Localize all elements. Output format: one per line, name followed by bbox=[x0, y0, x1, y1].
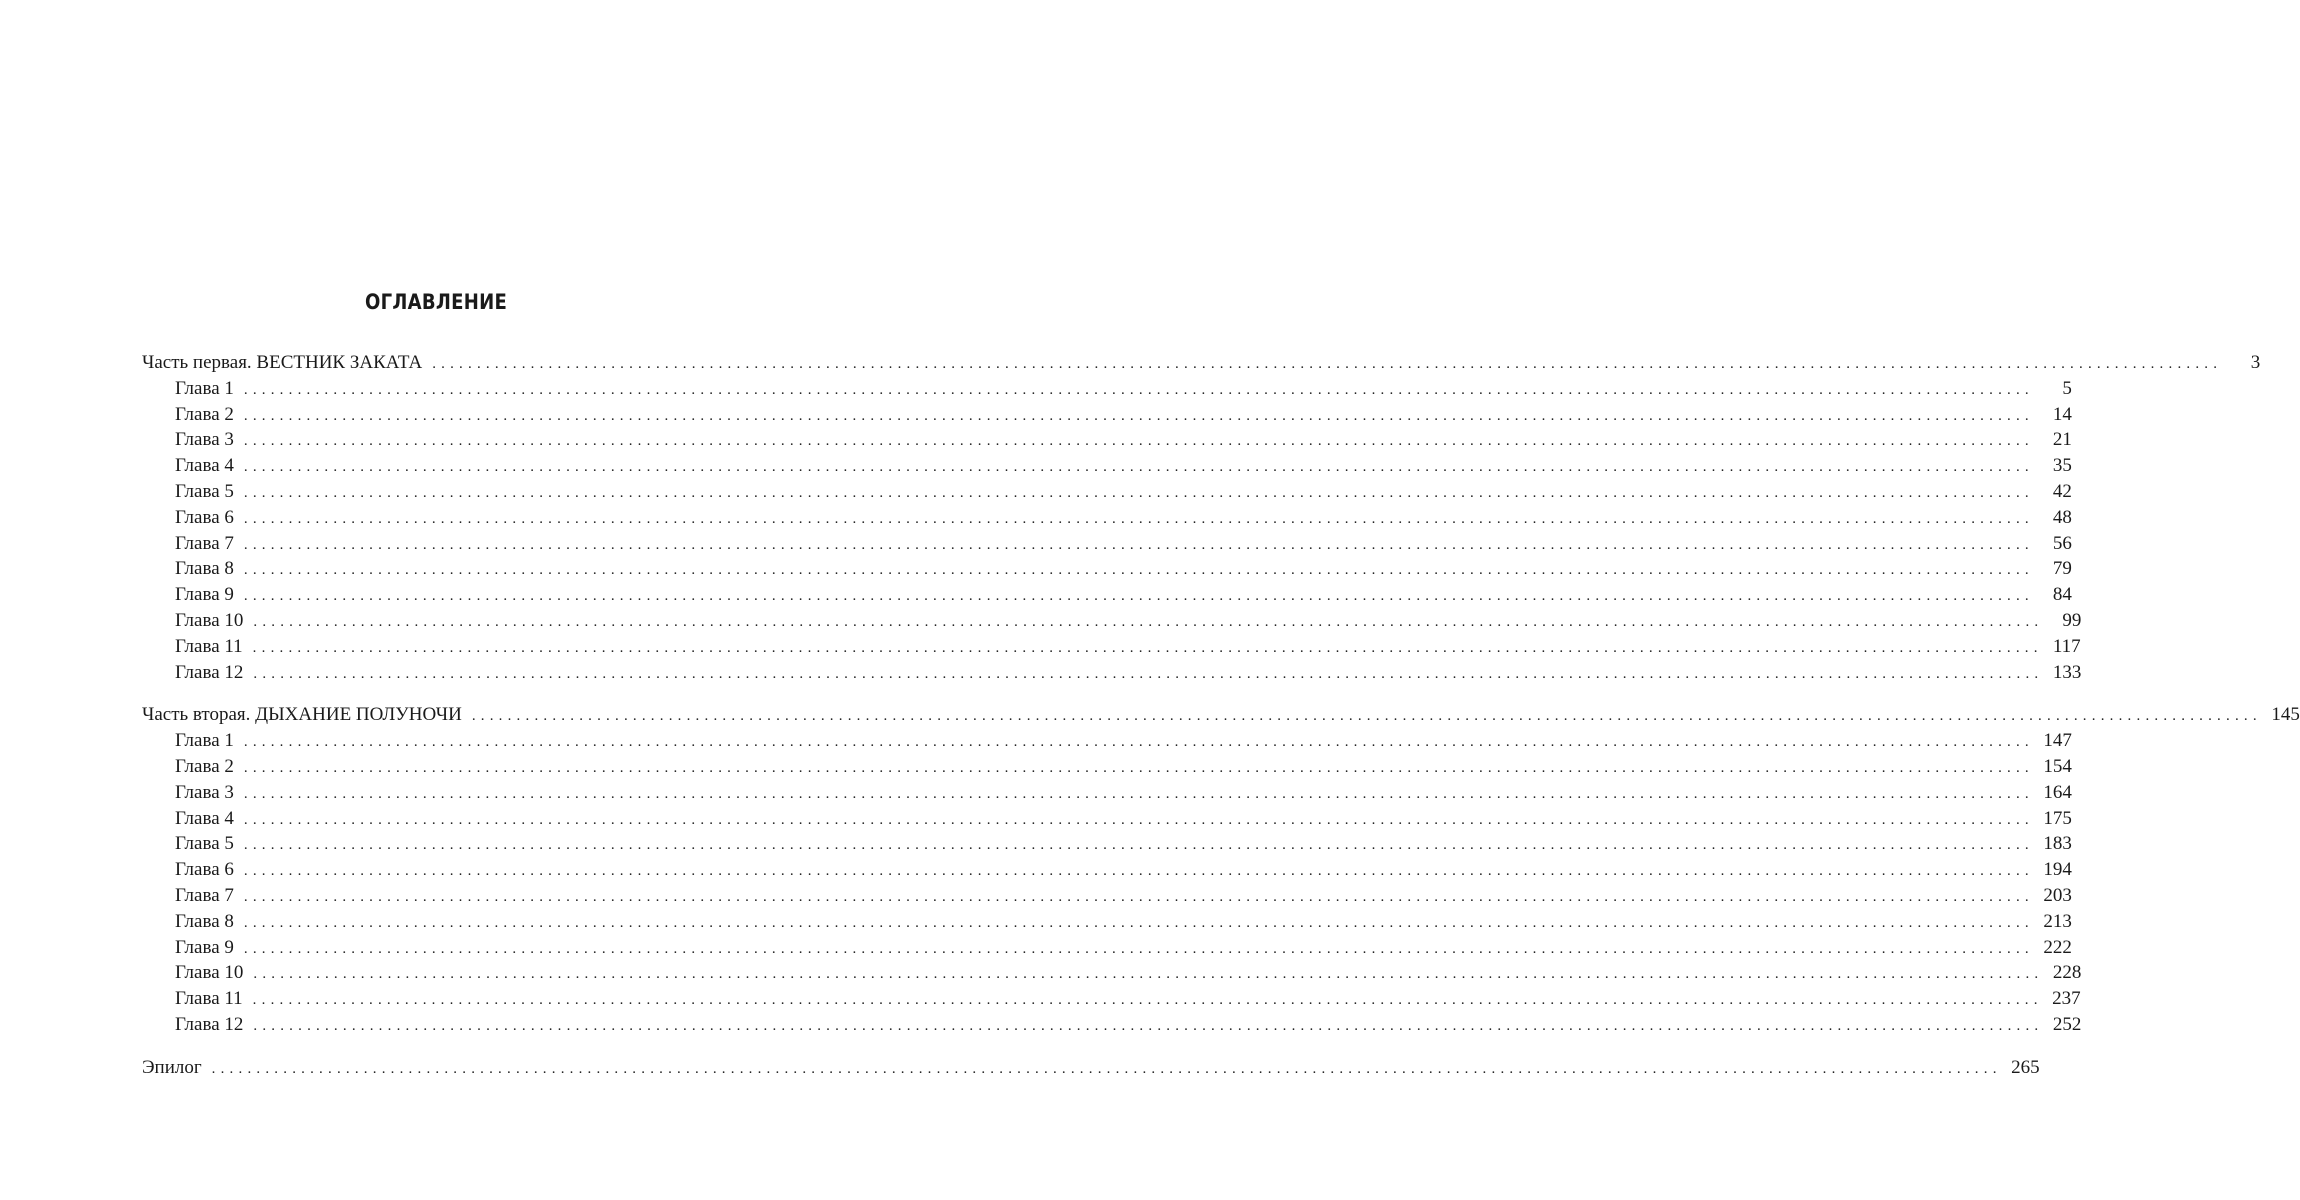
chapter-title: Глава 2 bbox=[175, 755, 234, 777]
chapter-title: Глава 4 bbox=[175, 807, 234, 829]
toc-chapter-entry[interactable] bbox=[142, 986, 2081, 1012]
dot-leader: ........................................................................................................................................................................................................ bbox=[243, 562, 2034, 579]
toc-chapter-entry[interactable] bbox=[142, 780, 2072, 806]
dot-leader: ........................................................................................................................................................................................................ bbox=[253, 613, 2044, 630]
toc-epilogue bbox=[142, 1055, 2040, 1081]
chapter-title: Глава 6 bbox=[175, 859, 234, 881]
chapter-title: Глава 3 bbox=[175, 781, 234, 803]
toc-chapter-entry[interactable] bbox=[142, 556, 2072, 582]
chapter-title: Глава 8 bbox=[175, 910, 234, 932]
dot-leader: ........................................................................................................................................................................................................ bbox=[243, 863, 2034, 880]
chapter-title: Глава 6 bbox=[175, 506, 234, 528]
page-number: 154 bbox=[2043, 755, 2072, 777]
page-number: 5 bbox=[2062, 377, 2072, 399]
toc-part-2 bbox=[142, 702, 2300, 1037]
chapter-title: Глава 9 bbox=[175, 936, 234, 958]
dot-leader: ........................................................................................................................................................................................................ bbox=[252, 639, 2043, 656]
page-number: 265 bbox=[2011, 1056, 2040, 1078]
toc-epilogue-entry[interactable] bbox=[142, 1055, 2040, 1081]
page-number: 145 bbox=[2271, 704, 2300, 726]
chapter-title: Глава 5 bbox=[175, 833, 234, 855]
dot-leader: ........................................................................................................................................................................................................ bbox=[471, 708, 2262, 725]
chapter-title: Глава 3 bbox=[175, 429, 234, 451]
dot-leader: ........................................................................................................................................................................................................ bbox=[243, 588, 2034, 605]
dot-leader: ........................................................................................................................................................................................................ bbox=[243, 407, 2034, 424]
dot-leader: ........................................................................................................................................................................................................ bbox=[243, 484, 2034, 501]
toc-chapter-entry[interactable] bbox=[142, 376, 2072, 402]
page-number: 84 bbox=[2052, 584, 2072, 606]
dot-leader: ........................................................................................................................................................................................................ bbox=[243, 536, 2034, 553]
chapter-title: Глава 1 bbox=[175, 377, 234, 399]
page-number: 203 bbox=[2043, 884, 2072, 906]
chapter-title: Глава 2 bbox=[175, 403, 234, 425]
toc-part-heading[interactable] bbox=[142, 702, 2300, 728]
dot-leader: ........................................................................................................................................................................................................ bbox=[243, 510, 2034, 527]
toc-part-heading[interactable] bbox=[142, 350, 2261, 376]
toc-chapter-entry[interactable] bbox=[142, 479, 2072, 505]
dot-leader: ........................................................................................................................................................................................................ bbox=[243, 888, 2034, 905]
toc-chapter-entry[interactable] bbox=[142, 634, 2081, 660]
dot-leader: ........................................................................................................................................................................................................ bbox=[243, 914, 2034, 931]
dot-leader: ........................................................................................................................................................................................................ bbox=[243, 940, 2034, 957]
page-number: 228 bbox=[2052, 962, 2082, 984]
toc-chapter-entry[interactable] bbox=[142, 427, 2072, 453]
toc-chapter-entry[interactable] bbox=[142, 531, 2072, 557]
dot-leader: ........................................................................................................................................................................................................ bbox=[243, 759, 2034, 776]
page-number: 48 bbox=[2052, 506, 2072, 528]
page-number: 133 bbox=[2052, 661, 2082, 683]
chapter-title: Глава 7 bbox=[175, 532, 234, 554]
chapter-title: Глава 7 bbox=[175, 884, 234, 906]
section-title: Часть вторая. ДЫХАНИЕ ПОЛУНОЧИ bbox=[142, 704, 462, 726]
page-number: 213 bbox=[2043, 910, 2072, 932]
page-number: 194 bbox=[2043, 859, 2072, 881]
page-number: 175 bbox=[2043, 807, 2072, 829]
toc-chapter-entry[interactable] bbox=[142, 831, 2072, 857]
page-number: 222 bbox=[2043, 936, 2072, 958]
table-of-contents bbox=[142, 350, 2300, 1081]
dot-leader: ........................................................................................................................................................................................................ bbox=[243, 381, 2034, 398]
chapter-title: Глава 4 bbox=[175, 455, 234, 477]
dot-leader: ........................................................................................................................................................................................................ bbox=[253, 1017, 2044, 1034]
dot-leader: ........................................................................................................................................................................................................ bbox=[243, 734, 2034, 751]
section-title: Часть первая. ВЕСТНИК ЗАКАТА bbox=[142, 352, 423, 373]
page-number: 3 bbox=[2250, 352, 2261, 373]
dot-leader: ........................................................................................................................................................................................................ bbox=[243, 837, 2034, 854]
page-number: 237 bbox=[2052, 988, 2081, 1010]
toc-chapter-entry[interactable] bbox=[142, 505, 2072, 531]
chapter-title: Глава 11 bbox=[175, 988, 243, 1010]
section-title: Эпилог bbox=[142, 1056, 202, 1078]
toc-chapter-entry[interactable] bbox=[142, 582, 2072, 608]
dot-leader: ........................................................................................................................................................................................................ bbox=[243, 459, 2034, 476]
page-number: 14 bbox=[2052, 403, 2072, 425]
chapter-title: Глава 10 bbox=[175, 609, 244, 631]
dot-leader: ........................................................................................................................................................................................................ bbox=[243, 785, 2034, 802]
chapter-title: Глава 11 bbox=[175, 635, 243, 657]
page-number: 117 bbox=[2052, 635, 2081, 657]
chapter-title: Глава 8 bbox=[175, 558, 234, 580]
chapter-title: Глава 12 bbox=[175, 1013, 244, 1035]
toc-chapter-entry[interactable] bbox=[142, 402, 2072, 428]
toc-chapter-entry[interactable] bbox=[142, 453, 2072, 479]
toc-chapter-entry[interactable] bbox=[142, 806, 2072, 832]
page-number: 35 bbox=[2052, 455, 2072, 477]
toc-chapter-entry[interactable] bbox=[142, 1012, 2082, 1038]
dot-leader: ........................................................................................................................................................................................................ bbox=[253, 665, 2044, 682]
page-number: 79 bbox=[2052, 558, 2072, 580]
page-number: 147 bbox=[2043, 730, 2072, 752]
toc-chapter-entry[interactable] bbox=[142, 857, 2072, 883]
toc-chapter-entry[interactable] bbox=[142, 728, 2072, 754]
dot-leader: ........................................................................................................................................................................................................ bbox=[211, 1060, 2002, 1077]
toc-chapter-entry[interactable] bbox=[142, 608, 2082, 634]
chapter-title: Глава 9 bbox=[175, 584, 234, 606]
toc-chapter-entry[interactable] bbox=[142, 960, 2082, 986]
page-number: 21 bbox=[2052, 429, 2072, 451]
chapter-title: Глава 10 bbox=[175, 962, 244, 984]
page-number: 164 bbox=[2043, 781, 2072, 803]
page-title: ОГЛАВЛЕНИЕ bbox=[364, 290, 508, 314]
dot-leader: ........................................................................................................................................................................................................ bbox=[432, 356, 2223, 372]
chapter-title: Глава 5 bbox=[175, 480, 234, 502]
dot-leader: ........................................................................................................................................................................................................ bbox=[252, 992, 2043, 1009]
dot-leader: ........................................................................................................................................................................................................ bbox=[243, 811, 2034, 828]
page-number: 99 bbox=[2062, 609, 2082, 631]
page-number: 42 bbox=[2052, 480, 2072, 502]
dot-leader: ........................................................................................................................................................................................................ bbox=[243, 433, 2034, 450]
toc-chapter-entry[interactable] bbox=[142, 935, 2072, 961]
page-number: 56 bbox=[2052, 532, 2072, 554]
toc-chapter-entry[interactable] bbox=[142, 754, 2072, 780]
toc-chapter-entry[interactable] bbox=[142, 883, 2072, 909]
chapter-title: Глава 12 bbox=[175, 661, 244, 683]
dot-leader: ........................................................................................................................................................................................................ bbox=[253, 966, 2044, 983]
toc-chapter-entry[interactable] bbox=[142, 909, 2072, 935]
page-number: 252 bbox=[2052, 1013, 2082, 1035]
chapter-title: Глава 1 bbox=[175, 730, 234, 752]
toc-part-1 bbox=[142, 350, 2261, 685]
toc-chapter-entry[interactable] bbox=[142, 660, 2082, 686]
page-number: 183 bbox=[2043, 833, 2072, 855]
